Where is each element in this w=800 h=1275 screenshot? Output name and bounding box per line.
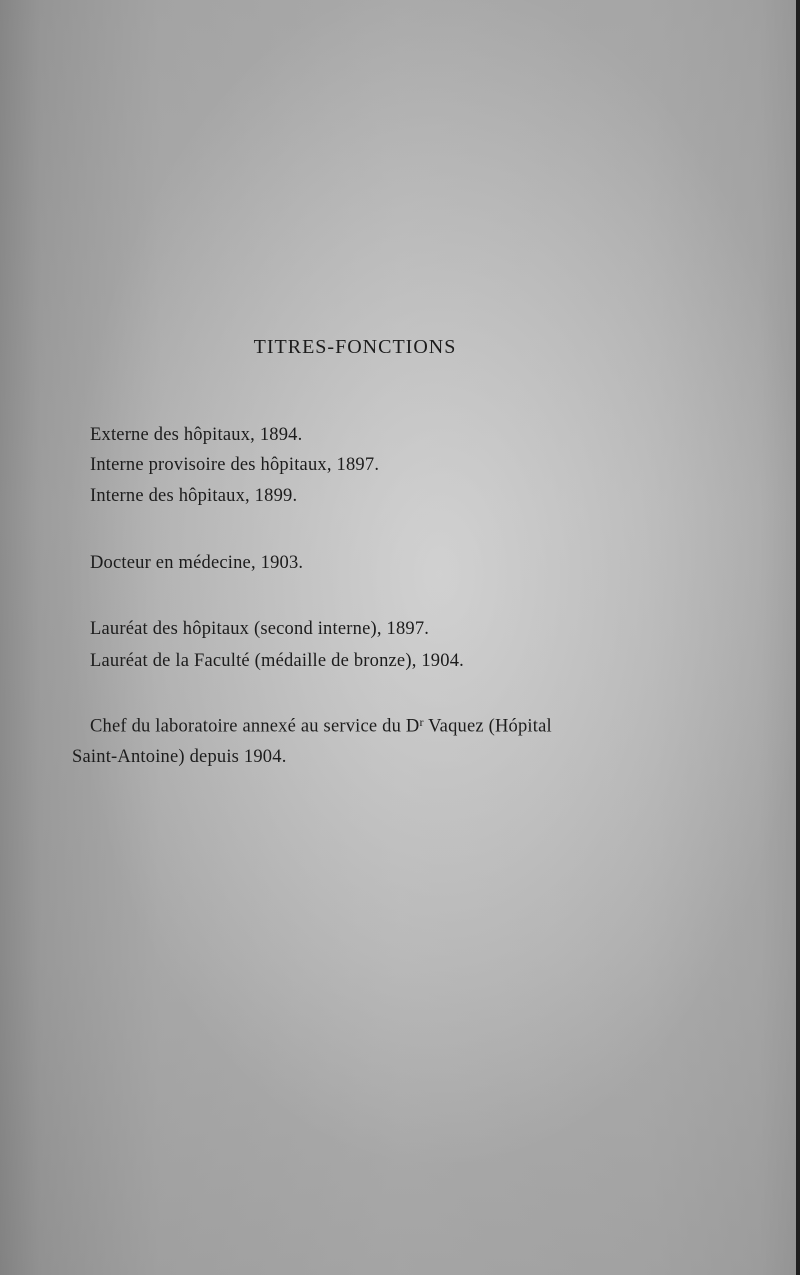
text-line-externe: Externe des hôpitaux, 1894.	[90, 425, 303, 445]
text-line-laureat-hopitaux: Lauréat des hôpitaux (second interne), 1897.	[90, 619, 430, 639]
text-line-saint-antoine: Saint-Antoine) depuis 1904.	[72, 747, 287, 767]
text-line-docteur: Docteur en médecine, 1903.	[90, 553, 304, 573]
text-line-chef-part-b: Vaquez (Hópital	[423, 716, 552, 737]
text-line-interne-provisoire: Interne provisoire des hôpitaux, 1897.	[90, 455, 380, 475]
text-line-chef-part-a: Chef du laboratoire annexé au service du D	[90, 716, 420, 737]
superscript-r: r	[419, 715, 424, 729]
text-line-laureat-faculte: Lauréat de la Faculté (médaille de bronze), 1904.	[90, 651, 464, 671]
text-line-chef-laboratoire	[90, 715, 552, 737]
text-line-interne: Interne des hôpitaux, 1899.	[90, 486, 298, 506]
page-edge-shadow	[796, 0, 800, 1275]
page-title: TITRES-FONCTIONS	[253, 336, 457, 358]
